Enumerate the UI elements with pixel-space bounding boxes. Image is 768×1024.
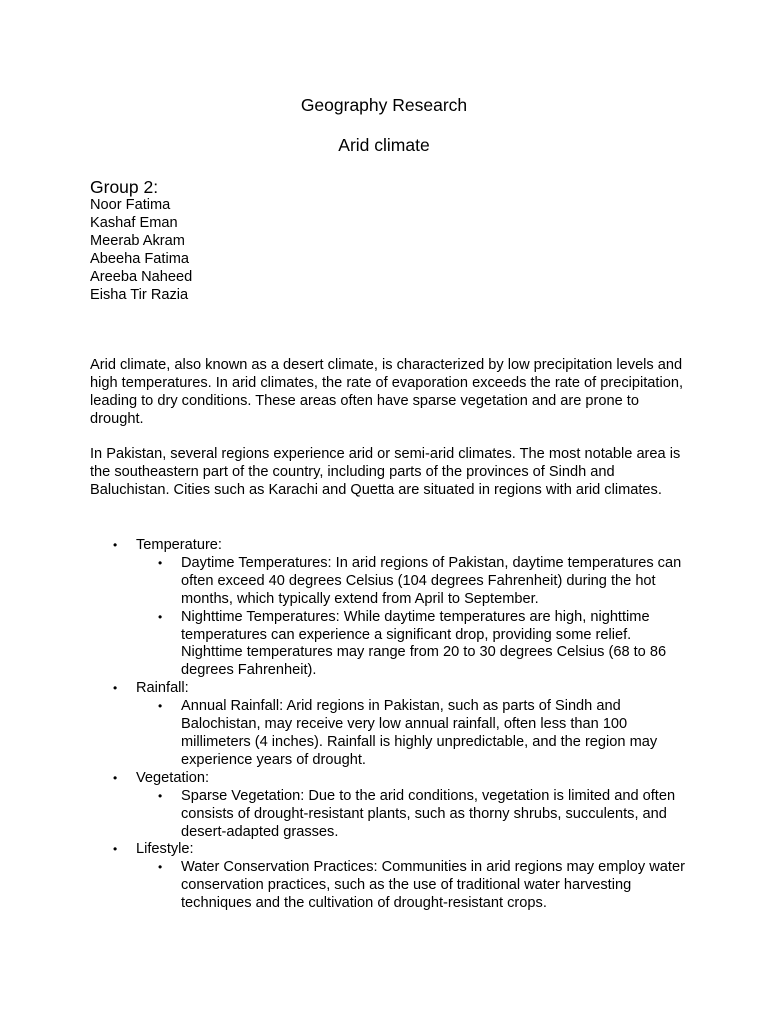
bullet-icon: • — [113, 842, 118, 857]
sub-point-list — [136, 555, 690, 680]
bullet-icon: • — [113, 681, 118, 696]
sub-point-text: Sparse Vegetation: Due to the arid conditions, vegetation is limited and often consists of drought-resistant plants, such as thorny shrubs, succulents, and desert-adapted grasses. — [181, 787, 676, 840]
member-name: Meerab Akram — [90, 232, 185, 249]
bullet-icon: • — [158, 699, 163, 714]
member-list — [90, 197, 192, 304]
member-name: Areeba Naheed — [90, 268, 193, 285]
topic-label: Vegetation: — [136, 769, 210, 786]
member-name: Kashaf Eman — [90, 214, 178, 231]
sub-point — [136, 609, 690, 681]
sub-point — [136, 555, 690, 609]
sub-point-text: Nighttime Temperatures: While daytime temperatures are high, nighttime temperatures can experience a significant drop, providing some relief. Nighttime temperatures may range from 20 to 30 degrees Celsius (68 to 86 degrees Fahrenheit). — [181, 608, 667, 679]
topic-label: Rainfall: — [136, 680, 189, 697]
sub-point-text: Annual Rainfall: Arid regions in Pakistan, such as parts of Sindh and Balochistan, may receive very low annual rainfall, often less than 100 millimeters (4 inches). Rainfall is highly unpredictable, and the region may experience years of drought. — [181, 698, 658, 768]
document-subtitle: Arid climate — [338, 135, 430, 155]
member-name: Noor Fatima — [90, 197, 171, 213]
intro-paragraph: Arid climate, also known as a desert climate, is characterized by low precipitation levels and high temperatures. In arid climates, the rate of evaporation exceeds the rate of precipitation, leading to dry conditions. These areas often have sparse vegetation and are prone to drought. — [90, 357, 683, 427]
bullet-icon: • — [158, 788, 163, 803]
document-title: Geography Research — [300, 95, 468, 115]
topic-list — [90, 537, 690, 913]
member-name: Abeeha Fatima — [90, 250, 189, 267]
member-name: Eisha Tir Razia — [90, 286, 189, 303]
sub-point — [136, 698, 690, 770]
topic-label: Temperature: — [136, 537, 222, 553]
bullet-icon: • — [113, 770, 118, 785]
topic-temperature — [90, 537, 690, 680]
bullet-icon: • — [113, 538, 118, 552]
sub-point-text: Daytime Temperatures: In arid regions of Pakistan, daytime temperatures can often exceed 40 degrees Celsius (104 degrees Fahrenheit) during the hot months, which typically extend from April to September. — [181, 554, 682, 607]
topic-vegetation — [90, 770, 690, 842]
sub-point — [136, 859, 690, 913]
topic-lifestyle — [90, 841, 690, 913]
bullet-icon: • — [158, 860, 163, 875]
sub-point-list — [136, 698, 690, 770]
pakistan-paragraph: In Pakistan, several regions experience arid or semi-arid climates. The most notable area is the southeastern part of the country, including parts of the provinces of Sindh and Baluchistan. Cities such as Karachi and Quetta are situated in regions with arid climates. — [90, 446, 681, 498]
sub-point-list — [136, 788, 690, 842]
sub-point-text: Water Conservation Practices: Communities in arid regions may employ water conservation practices, such as the use of traditional water harvesting techniques and the cultivation of drought-resistant crops. — [181, 859, 685, 912]
topic-rainfall — [90, 680, 690, 770]
bullet-icon: • — [158, 555, 163, 570]
group-heading: Group 2: — [90, 177, 159, 197]
sub-point — [136, 788, 690, 842]
sub-point-list — [136, 859, 690, 913]
bullet-icon: • — [158, 609, 163, 624]
topic-label: Lifestyle: — [136, 841, 194, 858]
